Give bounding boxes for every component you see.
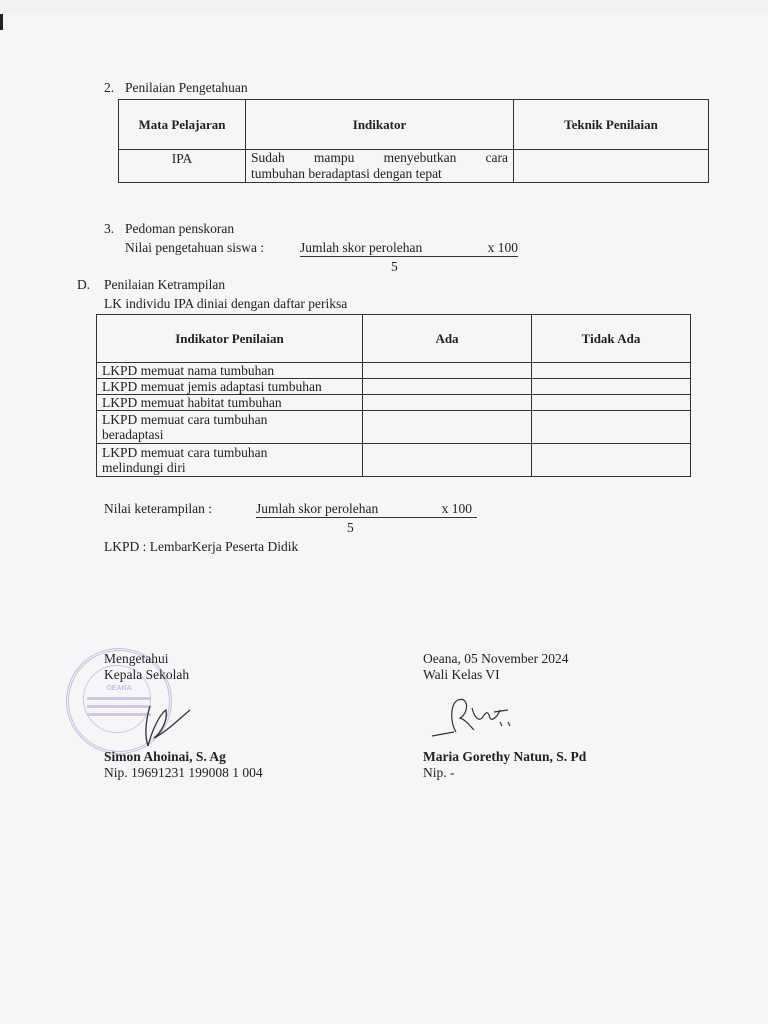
section-d-subtitle: LK individu IPA diniai dengan daftar periksa <box>104 296 348 311</box>
section-d-letter: D. <box>77 277 91 292</box>
table-row <box>119 150 709 183</box>
header-present: Ada <box>363 315 532 363</box>
knowledge-table <box>118 99 709 183</box>
indicator-line-2: tumbuhan beradaptasi dengan tepat <box>251 166 442 181</box>
absent-cell <box>532 444 691 477</box>
left-role: Kepala Sekolah <box>104 667 190 682</box>
indicator-line-2: beradaptasi <box>102 427 164 442</box>
scan-mark <box>0 14 3 30</box>
skill-score-multiplier: x 100 <box>441 501 472 516</box>
indicator-cell: LKPD memuat nama tumbuhan <box>97 363 363 379</box>
header-assessment-indicator: Indikator Penilaian <box>97 315 363 363</box>
indicator-cell: LKPD memuat habitat tumbuhan <box>97 395 363 411</box>
principal-signature <box>138 700 198 752</box>
right-signer-name: Maria Gorethy Natun, S. Pd <box>423 749 587 764</box>
table-row <box>97 411 691 444</box>
table-row <box>97 444 691 477</box>
section-d-title: Penilaian Ketrampilan <box>104 277 226 292</box>
section-2-number: 2. <box>104 80 115 95</box>
indicator-cell: LKPD memuat jemis adaptasi tumbuhan <box>97 379 363 395</box>
cell-technique <box>514 150 709 183</box>
teacher-signature <box>428 692 528 742</box>
header-subject: Mata Pelajaran <box>119 100 246 150</box>
present-cell <box>363 411 532 444</box>
present-cell <box>363 379 532 395</box>
present-cell <box>363 363 532 379</box>
header-absent: Tidak Ada <box>532 315 691 363</box>
knowledge-table-header <box>119 100 709 150</box>
present-cell <box>363 395 532 411</box>
section-2-title: Penilaian Pengetahuan <box>125 80 248 95</box>
skill-score-label: Nilai keterampilan : <box>104 501 212 516</box>
absent-cell <box>532 363 691 379</box>
cell-indicator <box>246 150 514 183</box>
left-acknowledge: Mengetahui <box>104 651 169 666</box>
right-place-date: Oeana, 05 November 2024 <box>423 651 569 666</box>
left-signer-nip: Nip. 19691231 199008 1 004 <box>104 765 263 780</box>
knowledge-score-fraction-line <box>300 240 518 257</box>
knowledge-score-numerator: Jumlah skor perolehan <box>300 240 423 255</box>
cell-subject: IPA <box>119 150 246 183</box>
table-row <box>97 363 691 379</box>
indicator-cell <box>97 444 363 477</box>
skills-table-header <box>97 315 691 363</box>
left-signer-name: Simon Ahoinai, S. Ag <box>104 749 226 764</box>
absent-cell <box>532 395 691 411</box>
section-3-title: Pedoman penskoran <box>125 221 235 236</box>
skill-score-numerator: Jumlah skor perolehan <box>256 501 379 516</box>
table-row <box>97 395 691 411</box>
knowledge-score-multiplier: x 100 <box>487 240 518 255</box>
right-role: Wali Kelas VI <box>423 667 500 682</box>
absent-cell <box>532 379 691 395</box>
indicator-line-2: melindungi diri <box>102 460 186 475</box>
header-indicator: Indikator <box>246 100 514 150</box>
absent-cell <box>532 411 691 444</box>
indicator-line-1: LKPD memuat cara tumbuhan <box>102 412 268 427</box>
abbreviation-note: LKPD : LembarKerja Peserta Didik <box>104 539 299 554</box>
knowledge-score-label: Nilai pengetahuan siswa : <box>125 240 265 255</box>
skill-score-denominator: 5 <box>347 520 354 535</box>
right-signer-nip: Nip. - <box>423 765 455 780</box>
indicator-line-1: Sudah mampu menyebutkan cara <box>251 150 508 165</box>
skills-checklist-table <box>96 314 691 477</box>
table-row <box>97 379 691 395</box>
stamp-text: OEANA <box>106 685 132 692</box>
indicator-cell <box>97 411 363 444</box>
present-cell <box>363 444 532 477</box>
section-3-number: 3. <box>104 221 115 236</box>
indicator-line-1: LKPD memuat cara tumbuhan <box>102 445 268 460</box>
header-technique: Teknik Penilaian <box>514 100 709 150</box>
skill-score-fraction-line <box>256 501 477 518</box>
knowledge-score-denominator: 5 <box>391 259 398 274</box>
